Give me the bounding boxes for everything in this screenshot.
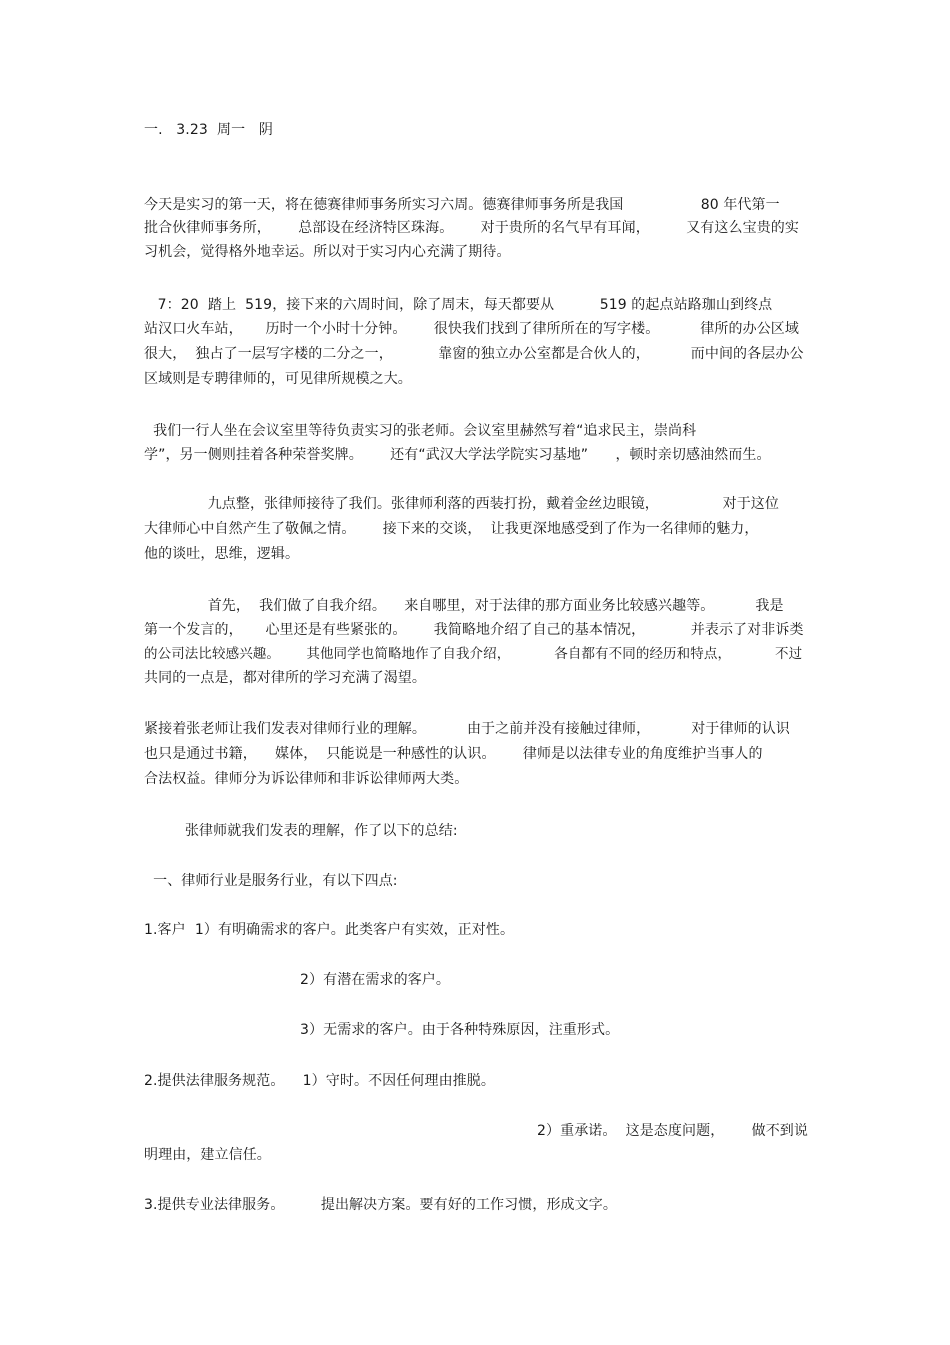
paragraph-1-line-3: 习机会，觉得格外地幸运。所以对于实习内心充满了期待。 bbox=[144, 244, 511, 260]
paragraph-2-line-3: 很大， 独占了一层写字楼的二分之一， 靠窗的独立办公室都是合伙人的， 而中间的各层办公 bbox=[144, 346, 804, 362]
standard-item-1: 2.提供法律服务规范。 1）守时。不因任何理由推脱。 bbox=[144, 1073, 495, 1089]
paragraph-5-line-3: 的公司法比较感兴趣。 其他同学也简略地作了自我介绍， 各自都有不同的经历和特点， 不过 bbox=[144, 646, 803, 662]
paragraph-2-line-1: 7：20 踏上 519，接下来的六周时间，除了周末，每天都要从 519 的起点站路珈山到终点 bbox=[144, 297, 773, 313]
summary-intro: 张律师就我们发表的理解，作了以下的总结: bbox=[144, 823, 458, 839]
paragraph-4-line-1: 九点整，张律师接待了我们。张律师利落的西装打扮，戴着金丝边眼镜， 对于这位 bbox=[144, 496, 780, 512]
paragraph-5-line-4: 共同的一点是，都对律所的学习充满了渴望。 bbox=[144, 670, 426, 686]
paragraph-3-line-1: 我们一行人坐在会议室里等待负责实习的张老师。会议室里赫然写着“追求民主，崇尚科 bbox=[144, 423, 697, 439]
paragraph-6-line-1: 紧接着张老师让我们发表对律师行业的理解。 由于之前并没有接触过律师， 对于律师的认识 bbox=[144, 721, 790, 737]
document-heading: 一. 3.23 周一 阴 bbox=[144, 122, 273, 138]
standard-item-2-continued: 明理由，建立信任。 bbox=[144, 1147, 271, 1163]
paragraph-4-line-3: 他的谈吐，思维，逻辑。 bbox=[144, 546, 300, 562]
paragraph-5-line-1: 首先， 我们做了自我介绍。 来自哪里，对于法律的那方面业务比较感兴趣等。 我是 bbox=[144, 598, 784, 614]
client-item-1: 1.客户 1）有明确需求的客户。此类客户有实效，正对性。 bbox=[144, 922, 515, 938]
client-item-3: 3）无需求的客户。由于各种特殊原因，注重形式。 bbox=[300, 1022, 620, 1038]
standard-item-2: 2）重承诺。 这是态度问题， 做不到说 bbox=[537, 1123, 809, 1139]
paragraph-5-line-2: 第一个发言的， 心里还是有些紧张的。 我简略地介绍了自己的基本情况， 并表示了对非诉类 bbox=[144, 622, 804, 638]
paragraph-1-line-2: 批合伙律师事务所， 总部设在经济特区珠海。 对于贵所的名气早有耳闻， 又有这么宝贵的实 bbox=[144, 220, 800, 236]
professional-item: 3.提供专业法律服务。 提出解决方案。要有好的工作习惯，形成文字。 bbox=[144, 1197, 617, 1213]
paragraph-2-line-4: 区域则是专聘律师的，可见律所规模之大。 bbox=[144, 371, 412, 387]
paragraph-1-line-1: 今天是实习的第一天，将在德赛律师事务所实习六周。德赛律师事务所是我国 80 年代第一 bbox=[144, 197, 780, 213]
section-one-heading: 一、律师行业是服务行业，有以下四点: bbox=[144, 873, 398, 889]
paragraph-4-line-2: 大律师心中自然产生了敬佩之情。 接下来的交谈， 让我更深地感受到了作为一名律师的魅力， bbox=[144, 521, 759, 537]
paragraph-3-line-2: 学”，另一侧则挂着各种荣誉奖牌。 还有“武汉大学法学院实习基地” ，顿时亲切感油然而生。 bbox=[144, 447, 771, 463]
client-item-2: 2）有潜在需求的客户。 bbox=[300, 972, 451, 988]
paragraph-6-line-3: 合法权益。律师分为诉讼律师和非诉讼律师两大类。 bbox=[144, 771, 469, 787]
paragraph-2-line-2: 站汉口火车站， 历时一个小时十分钟。 很快我们找到了律所所在的写字楼。 律所的办公区域 bbox=[144, 321, 800, 337]
paragraph-6-line-2: 也只是通过书籍， 媒体， 只能说是一种感性的认识。 律师是以法律专业的角度维护当事人的 bbox=[144, 746, 763, 762]
